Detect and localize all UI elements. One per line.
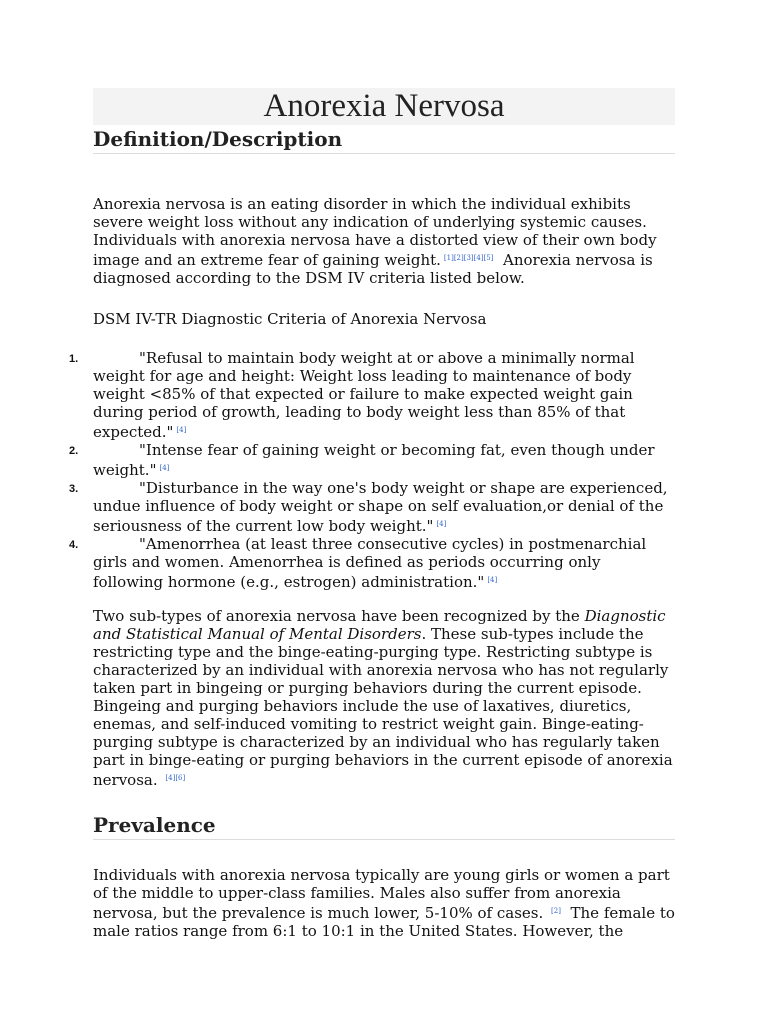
list-number: 4. <box>69 539 79 551</box>
subtypes-text-b: . These sub-types include the restricting type and the binge-eating-purging type. Restricting subtype is characterized by an individual with anorexia nervosa who has not regularly taken part in bingeing or purging behaviors during the current episode. Bingeing and purging behaviors include the use of laxatives, diuretics, enemas, and self-induced vomiting to restrict weight gain. Binge-eating-purging subtype is characterized by an individual who has regularly taken part in binge-eating or purging behaviors in the current episode of anorexia nervosa. <box>93 625 673 789</box>
criterion-text: "Intense fear of gaining weight or becoming fat, even though under weight." <box>93 441 655 479</box>
prevalence-text-a: Individuals with anorexia nervosa typically are young girls or women a part of the middle to upper-class families. Males also suffer from anorexia nervosa, but the prevalence is much lower, 5-10% of cases. <box>93 866 670 922</box>
citation-link[interactable]: [4] <box>436 520 447 528</box>
citation-link[interactable]: [2] <box>551 907 561 915</box>
criterion-text: "Refusal to maintain body weight at or above a minimally normal weight for age and height: Weight loss leading to maintenance of body weight <85% of that expected or failure to make expected weight gain during period of growth, leading to body weight less than 85% of that expected." <box>93 349 635 441</box>
prevalence-paragraph <box>93 866 675 940</box>
list-item <box>69 441 675 479</box>
section-heading-prevalence: Prevalence <box>93 813 675 840</box>
page-title: Anorexia Nervosa <box>93 88 675 125</box>
list-item <box>69 535 675 591</box>
citation-link[interactable]: [4] <box>487 576 498 584</box>
list-number: 1. <box>69 353 79 365</box>
subtypes-paragraph <box>93 607 675 789</box>
criterion-text: "Amenorrhea (at least three consecutive cycles) in postmenarchial girls and women. Amenorrhea is defined as periods occurring only following hormone (e.g., estrogen) administration." <box>93 535 647 591</box>
criteria-heading: DSM IV-TR Diagnostic Criteria of Anorexia Nervosa <box>93 310 487 328</box>
citation-link[interactable]: [4][6] <box>165 774 186 782</box>
definition-text-b: Anorexia nervosa is diagnosed according to the DSM IV criteria listed below. <box>93 251 653 287</box>
citation-link[interactable]: [4] <box>159 464 170 472</box>
list-number: 2. <box>69 445 79 457</box>
criteria-list <box>69 349 675 591</box>
list-number: 3. <box>69 483 79 495</box>
section-heading-definition: Definition/Description <box>93 127 675 154</box>
list-item <box>69 349 675 441</box>
prevalence-text-b: The female to male ratios range from 6:1 to 10:1 in the United States. However, the <box>93 904 675 940</box>
list-item <box>69 479 675 535</box>
definition-paragraph <box>93 195 675 287</box>
criterion-text: "Disturbance in the way one's body weight or shape are experienced, undue influence of body weight or shape on self evaluation,or denial of the seriousness of the current low body weight." <box>93 479 668 535</box>
definition-text-a: Anorexia nervosa is an eating disorder in which the individual exhibits severe weight loss without any indication of underlying systemic causes. Individuals with anorexia nervosa have a distorted view of their own body image and an extreme fear of gaining weight. <box>93 195 657 269</box>
citation-link[interactable]: [4] <box>176 426 187 434</box>
citation-link[interactable]: [1][2][3][4][5] <box>443 254 494 262</box>
subtypes-text-a: Two sub-types of anorexia nervosa have been recognized by the <box>93 607 580 625</box>
document-page <box>69 88 675 940</box>
manual-title: Diagnostic and Statistical Manual of Mental Disorders <box>93 607 666 643</box>
